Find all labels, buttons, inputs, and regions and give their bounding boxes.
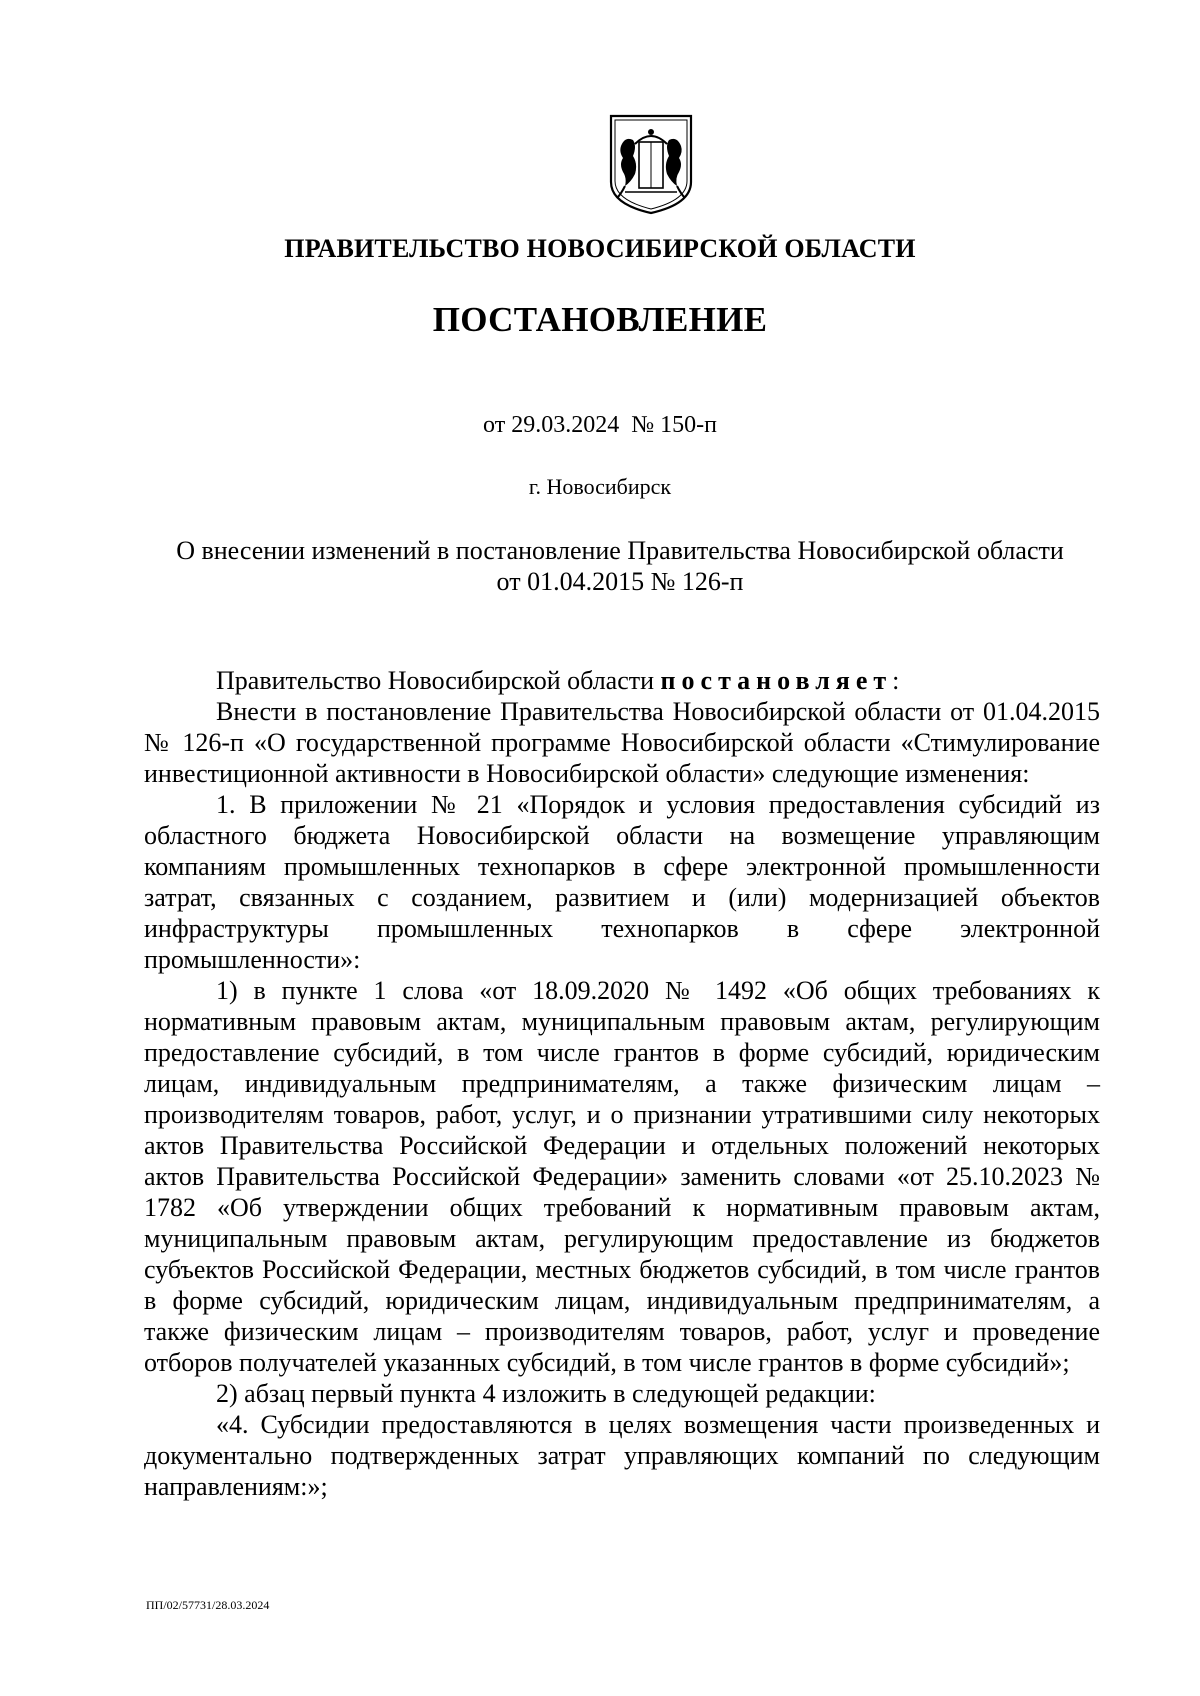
paragraph-4: 2) абзац первый пункта 4 изложить в следующей редакции:: [216, 1379, 876, 1408]
document-number: № 150-п: [631, 412, 717, 438]
paragraph-2: 1. В приложении № 21 «Порядок и условия предоставления субсидий из областного бюджета Новосибирской области на возмещение управляющим компаниям промышленных технопарков в сфере электронной промышленности затрат, связанных с созданием, развитием и (или) модернизацией объектов инфраструктуры промышленных технопарков в сфере электронной промышленности»:: [144, 790, 1100, 974]
city-name: г. Новосибирск: [528, 474, 672, 499]
document-subject: [140, 535, 1100, 597]
intro-text: Правительство Новосибирской области: [216, 666, 661, 695]
organization-name: ПРАВИТЕЛЬСТВО НОВОСИБИРСКОЙ ОБЛАСТИ: [284, 234, 916, 263]
intro-resolves: постановляет: [660, 666, 893, 695]
intro-paragraph: [144, 665, 1100, 696]
document-date: от 29.03.2024: [483, 412, 620, 438]
footer-document-code: ПП/02/57731/28.03.2024: [146, 1598, 270, 1612]
paragraph-5: «4. Субсидии предоставляются в целях возмещения части произведенных и документально подтвержденных затрат управляющих компаний по следующим направлениям:»;: [144, 1410, 1100, 1501]
paragraph-1: Внести в постановление Правительства Новосибирской области от 01.04.2015 № 126-п «О государственной программе Новосибирской области «Стимулирование инвестиционной активности в Новосибирской области» следующие изменения:: [144, 697, 1100, 788]
document-type-title: ПОСТАНОВЛЕНИЕ: [432, 300, 768, 339]
subject-line-1: О внесении изменений в постановление Правительства Новосибирской области: [176, 536, 1064, 565]
intro-colon: :: [892, 666, 900, 695]
date-number-line: [0, 412, 1200, 439]
subject-line-2: от 01.04.2015 № 126-п: [496, 567, 744, 596]
paragraph-3: 1) в пункте 1 слова «от 18.09.2020 № 1492 «Об общих требованиях к нормативным правовым актам, муниципальным правовым актам, регулирующим предоставление субсидий, в том числе грантов в форме субсидий, юридическим лицам, индивидуальным предпринимателям, а также физическим лицам – производителям товаров, работ, услуг, и о признании утратившими силу некоторых актов Правительства Российской Федерации и отдельных положений некоторых актов Правительства Российской Федерации» заменить словами «от 25.10.2023 № 1782 «Об утверждении общих требований к нормативным правовым актам, муниципальным правовым актам, регулирующим предоставление из бюджетов субъектов Российской Федерации, местных бюджетов субсидий, в том числе грантов в форме субсидий, юридическим лицам, индивидуальным предпринимателям, а также физическим лицам – производителям товаров, работ, услуг и проведение отборов получателей указанных субсидий, в том числе грантов в форме субсидий»;: [144, 976, 1100, 1377]
document-body: [144, 665, 1100, 1502]
coat-of-arms-icon: [605, 112, 697, 216]
